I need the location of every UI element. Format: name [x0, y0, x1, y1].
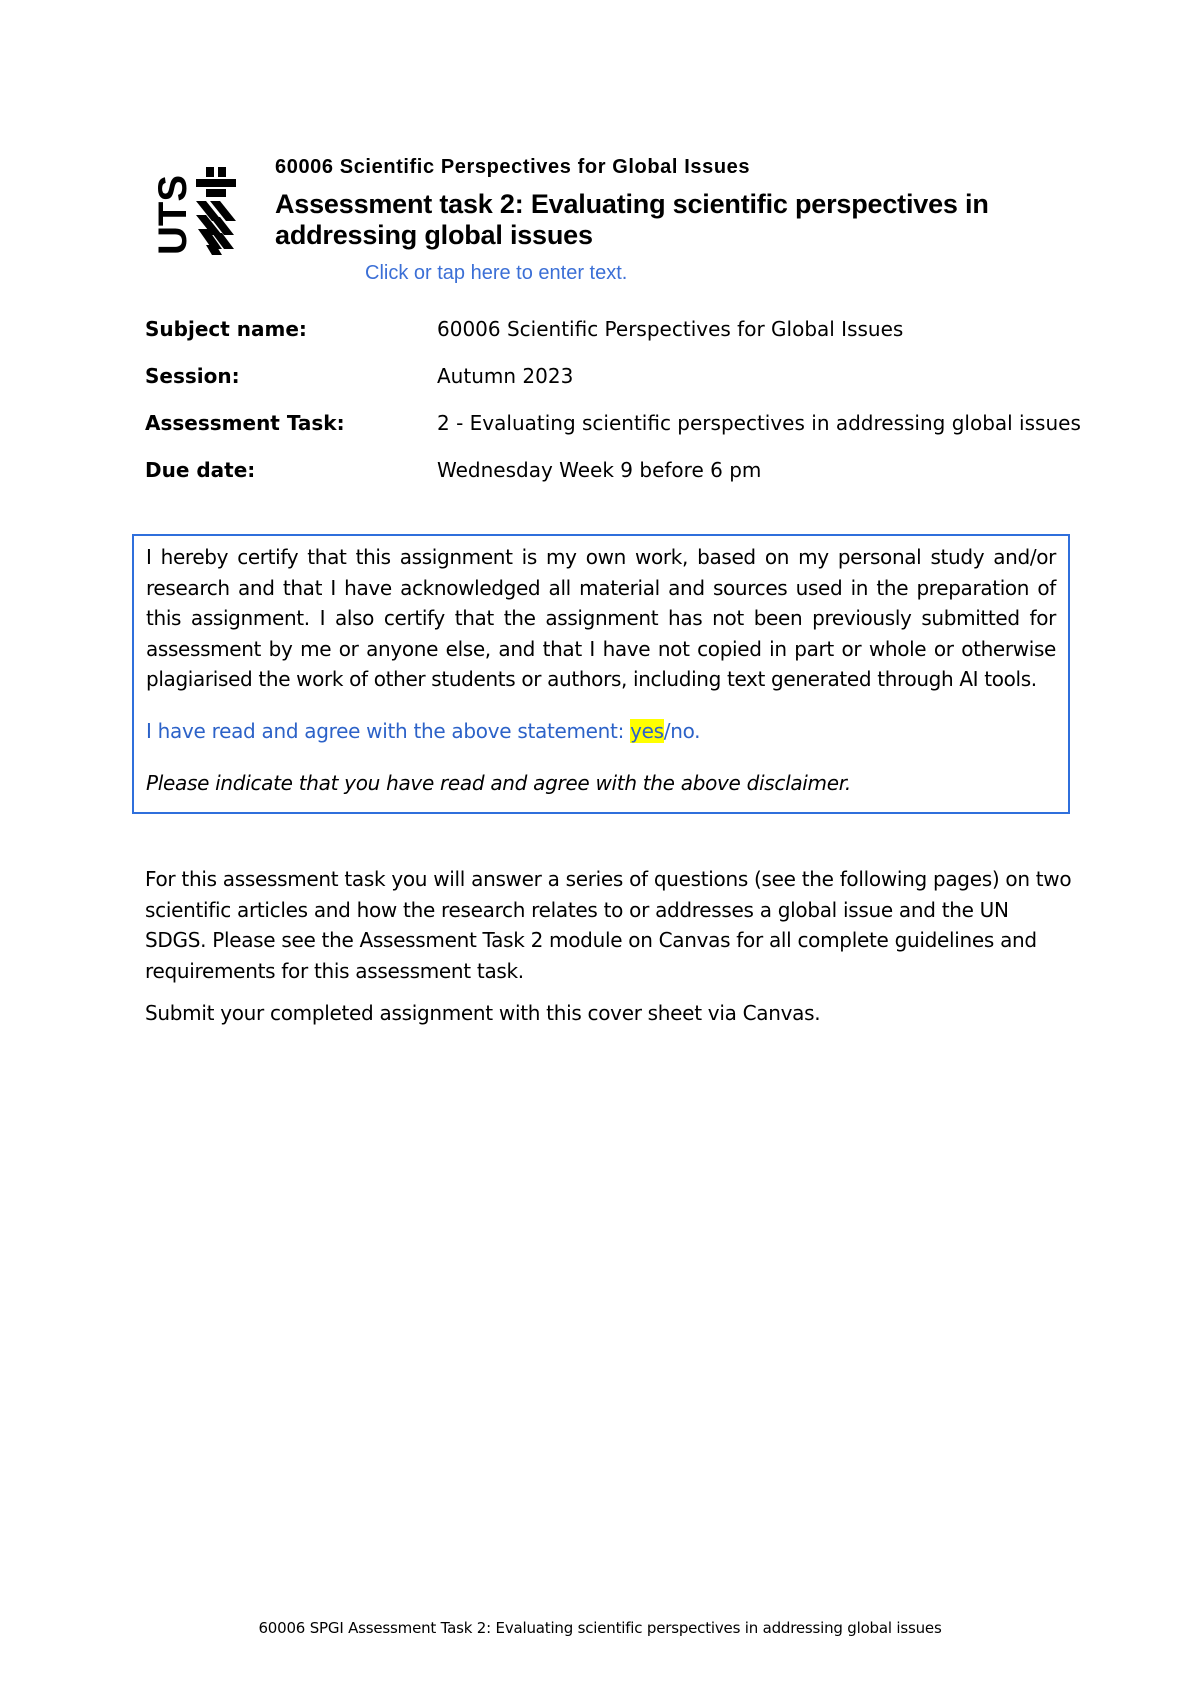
detail-row-session [145, 352, 1105, 399]
detail-value: Wednesday Week 9 before 6 pm [437, 457, 762, 482]
agreement-yes-option[interactable]: yes [630, 718, 664, 743]
detail-row-assessment-task [145, 399, 1105, 446]
page-footer: 60006 SPGI Assessment Task 2: Evaluating scientific perspectives in addressing global issues [258, 1619, 942, 1637]
certification-statement: I hereby certify that this assignment is my own work, based on my personal study and/or research and that I have acknowledged all material and sources used in the preparation of this assignment. I also certify that the assignment has not been previously submitted for assessment by me or anyone else, and that I have not copied in part or whole or otherwise plagiarised the work of other students or authors, including text generated through AI tools. [146, 545, 1056, 691]
detail-row-subject [145, 305, 1105, 352]
detail-value: 2 - Evaluating scientific perspectives in addressing global issues [437, 410, 1081, 435]
header [275, 155, 1075, 251]
task-description: For this assessment task you will answer a series of questions (see the following pages) on two scientific articles and how the research relates to or addresses a global issue and the UN SDGS. Please see the Assessment Task 2 module on Canvas for all complete guidelines and requirements for this assessment task. [145, 867, 1072, 983]
uts-pattern-icon [196, 167, 236, 255]
uts-emblem-icon [150, 165, 250, 257]
subject-line: 60006 Scientific Perspectives for Global Issues [275, 156, 751, 178]
agreement-line [146, 716, 1056, 746]
details-table [145, 305, 1105, 493]
certification-box [132, 534, 1070, 814]
detail-label: Subject name: [145, 316, 307, 341]
detail-label: Assessment Task: [145, 410, 345, 435]
page-title: Assessment task 2: Evaluating scientific perspectives in addressing global issues [275, 189, 989, 250]
submit-instruction: Submit your completed assignment with this cover sheet via Canvas. [145, 1001, 821, 1025]
agreement-no-option[interactable]: /no. [663, 718, 701, 743]
uts-logo [150, 165, 250, 257]
agreement-prefix: I have read and agree with the above statement: [146, 718, 631, 743]
text-entry-placeholder[interactable]: Click or tap here to enter text. [365, 262, 628, 284]
detail-value: Autumn 2023 [437, 363, 574, 388]
detail-label: Session: [145, 363, 240, 388]
agreement-instruction: Please indicate that you have read and agree with the above disclaimer. [146, 770, 851, 795]
detail-label: Due date: [145, 457, 256, 482]
detail-value: 60006 Scientific Perspectives for Global Issues [437, 316, 904, 341]
detail-row-due-date [145, 446, 1105, 493]
uts-wordmark: UTS [151, 175, 195, 255]
